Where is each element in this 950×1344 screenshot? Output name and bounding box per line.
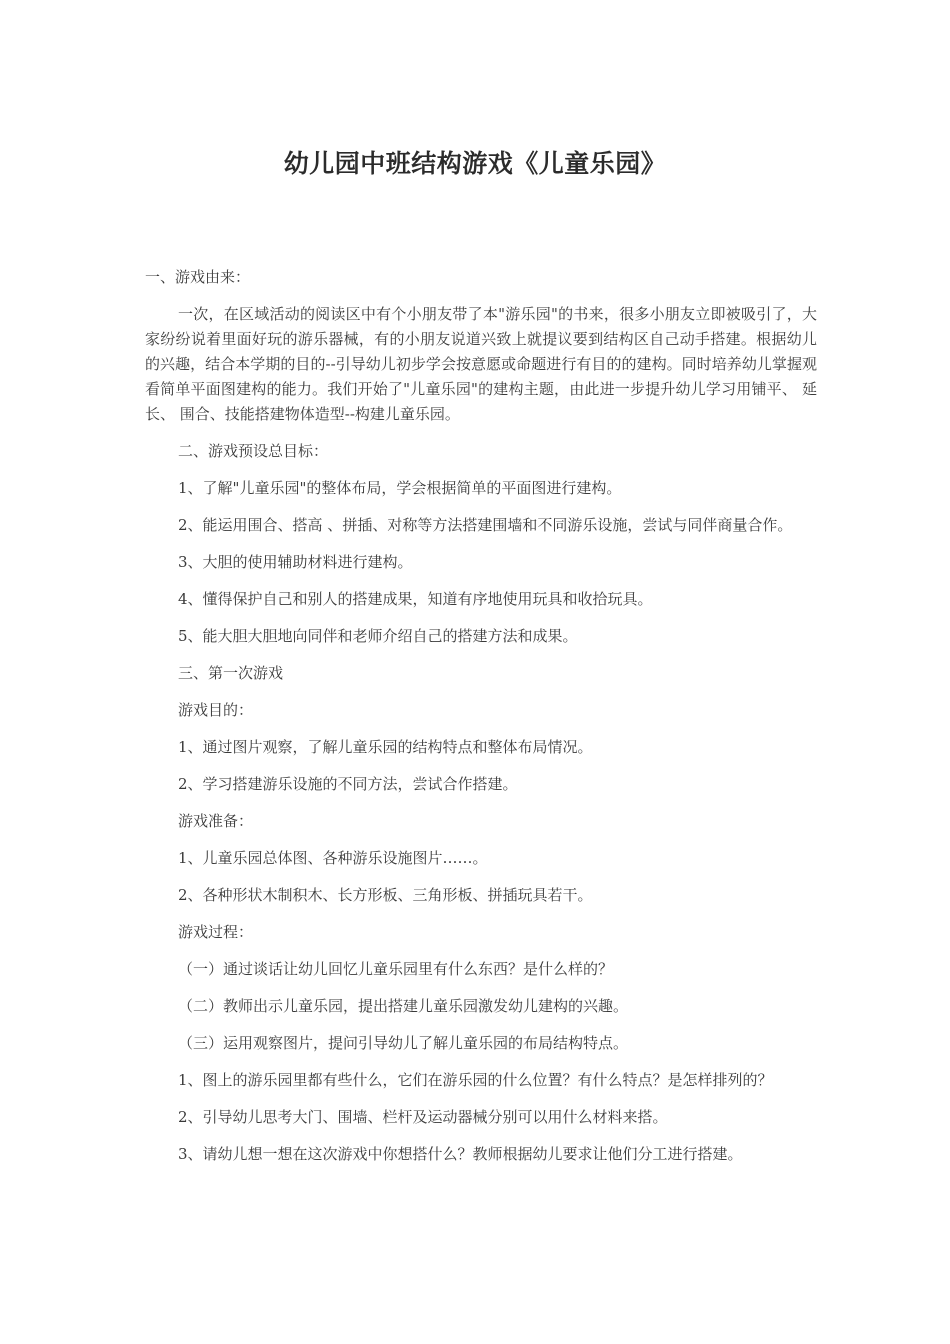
document-body (145, 265, 817, 1179)
paragraph: 游戏目的： (178, 701, 254, 719)
paragraph: 二、游戏预设总目标： (178, 442, 329, 460)
paragraph: 1、通过图片观察，了解儿童乐园的结构特点和整体布局情况。 (178, 738, 593, 756)
paragraph: 2、各种形状木制积木、长方形板、三角形板、拼插玩具若干。 (178, 886, 593, 904)
paragraph: 3、大胆的使用辅助材料进行建构。 (178, 553, 413, 571)
paragraph: 一、游戏由来： (145, 268, 251, 286)
paragraph: 2、能运用围合、搭高 、拼插、对称等方法搭建围墙和不同游乐设施，尝试与同伴商量合作。 (178, 516, 793, 534)
paragraph: 2、学习搭建游乐设施的不同方法，尝试合作搭建。 (178, 775, 518, 793)
paragraph: 1、图上的游乐园里都有些什么，它们在游乐园的什么位置？有什么特点？是怎样排列的？ (178, 1071, 773, 1089)
paragraph: 3、请幼儿想一想在这次游戏中你想搭什么？教师根据幼儿要求让他们分工进行搭建。 (178, 1145, 743, 1163)
paragraph: （二）教师出示儿童乐园，提出搭建儿童乐园激发幼儿建构的兴趣。 (178, 997, 629, 1015)
paragraph: 游戏准备： (178, 812, 254, 830)
document-title: 幼儿园中班结构游戏《儿童乐园》 (283, 149, 667, 178)
paragraph: 4、懂得保护自己和别人的搭建成果，知道有序地使用玩具和收拾玩具。 (178, 590, 653, 608)
paragraph: （三）运用观察图片，提问引导幼儿了解儿童乐园的布局结构特点。 (178, 1034, 629, 1052)
paragraph: 1、了解"儿童乐园"的整体布局，学会根据简单的平面图进行建构。 (178, 479, 622, 497)
paragraph: 三、第一次游戏 (178, 664, 284, 682)
paragraph: 2、引导幼儿思考大门、围墙、栏杆及运动器械分别可以用什么材料来搭。 (178, 1108, 668, 1126)
paragraph: 1、儿童乐园总体图、各种游乐设施图片……。 (178, 849, 488, 867)
paragraph: 一次，在区域活动的阅读区中有个小朋友带了本"游乐园"的书来，很多小朋友立即被吸引了，大家纷纷说着里面好玩的游乐器械，有的小朋友说道兴致上就提议要到结构区自己动手搭建。根据幼儿的兴趣，结合本学期的目的--引导幼儿初步学会按意愿或命题进行有目的的建构。同时培养幼儿掌握观看简单平面图建构的能力。我们开始了"儿童乐园"的建构主题，由此进一步提升幼儿学习用铺平、 延长、 围合、技能搭建物体造型--构建儿童乐园。 (145, 305, 817, 423)
paragraph: 5、能大胆大胆地向同伴和老师介绍自己的搭建方法和成果。 (178, 627, 578, 645)
paragraph: 游戏过程： (178, 923, 254, 941)
paragraph: （一）通过谈话让幼儿回忆儿童乐园里有什么东西？是什么样的？ (178, 960, 614, 978)
